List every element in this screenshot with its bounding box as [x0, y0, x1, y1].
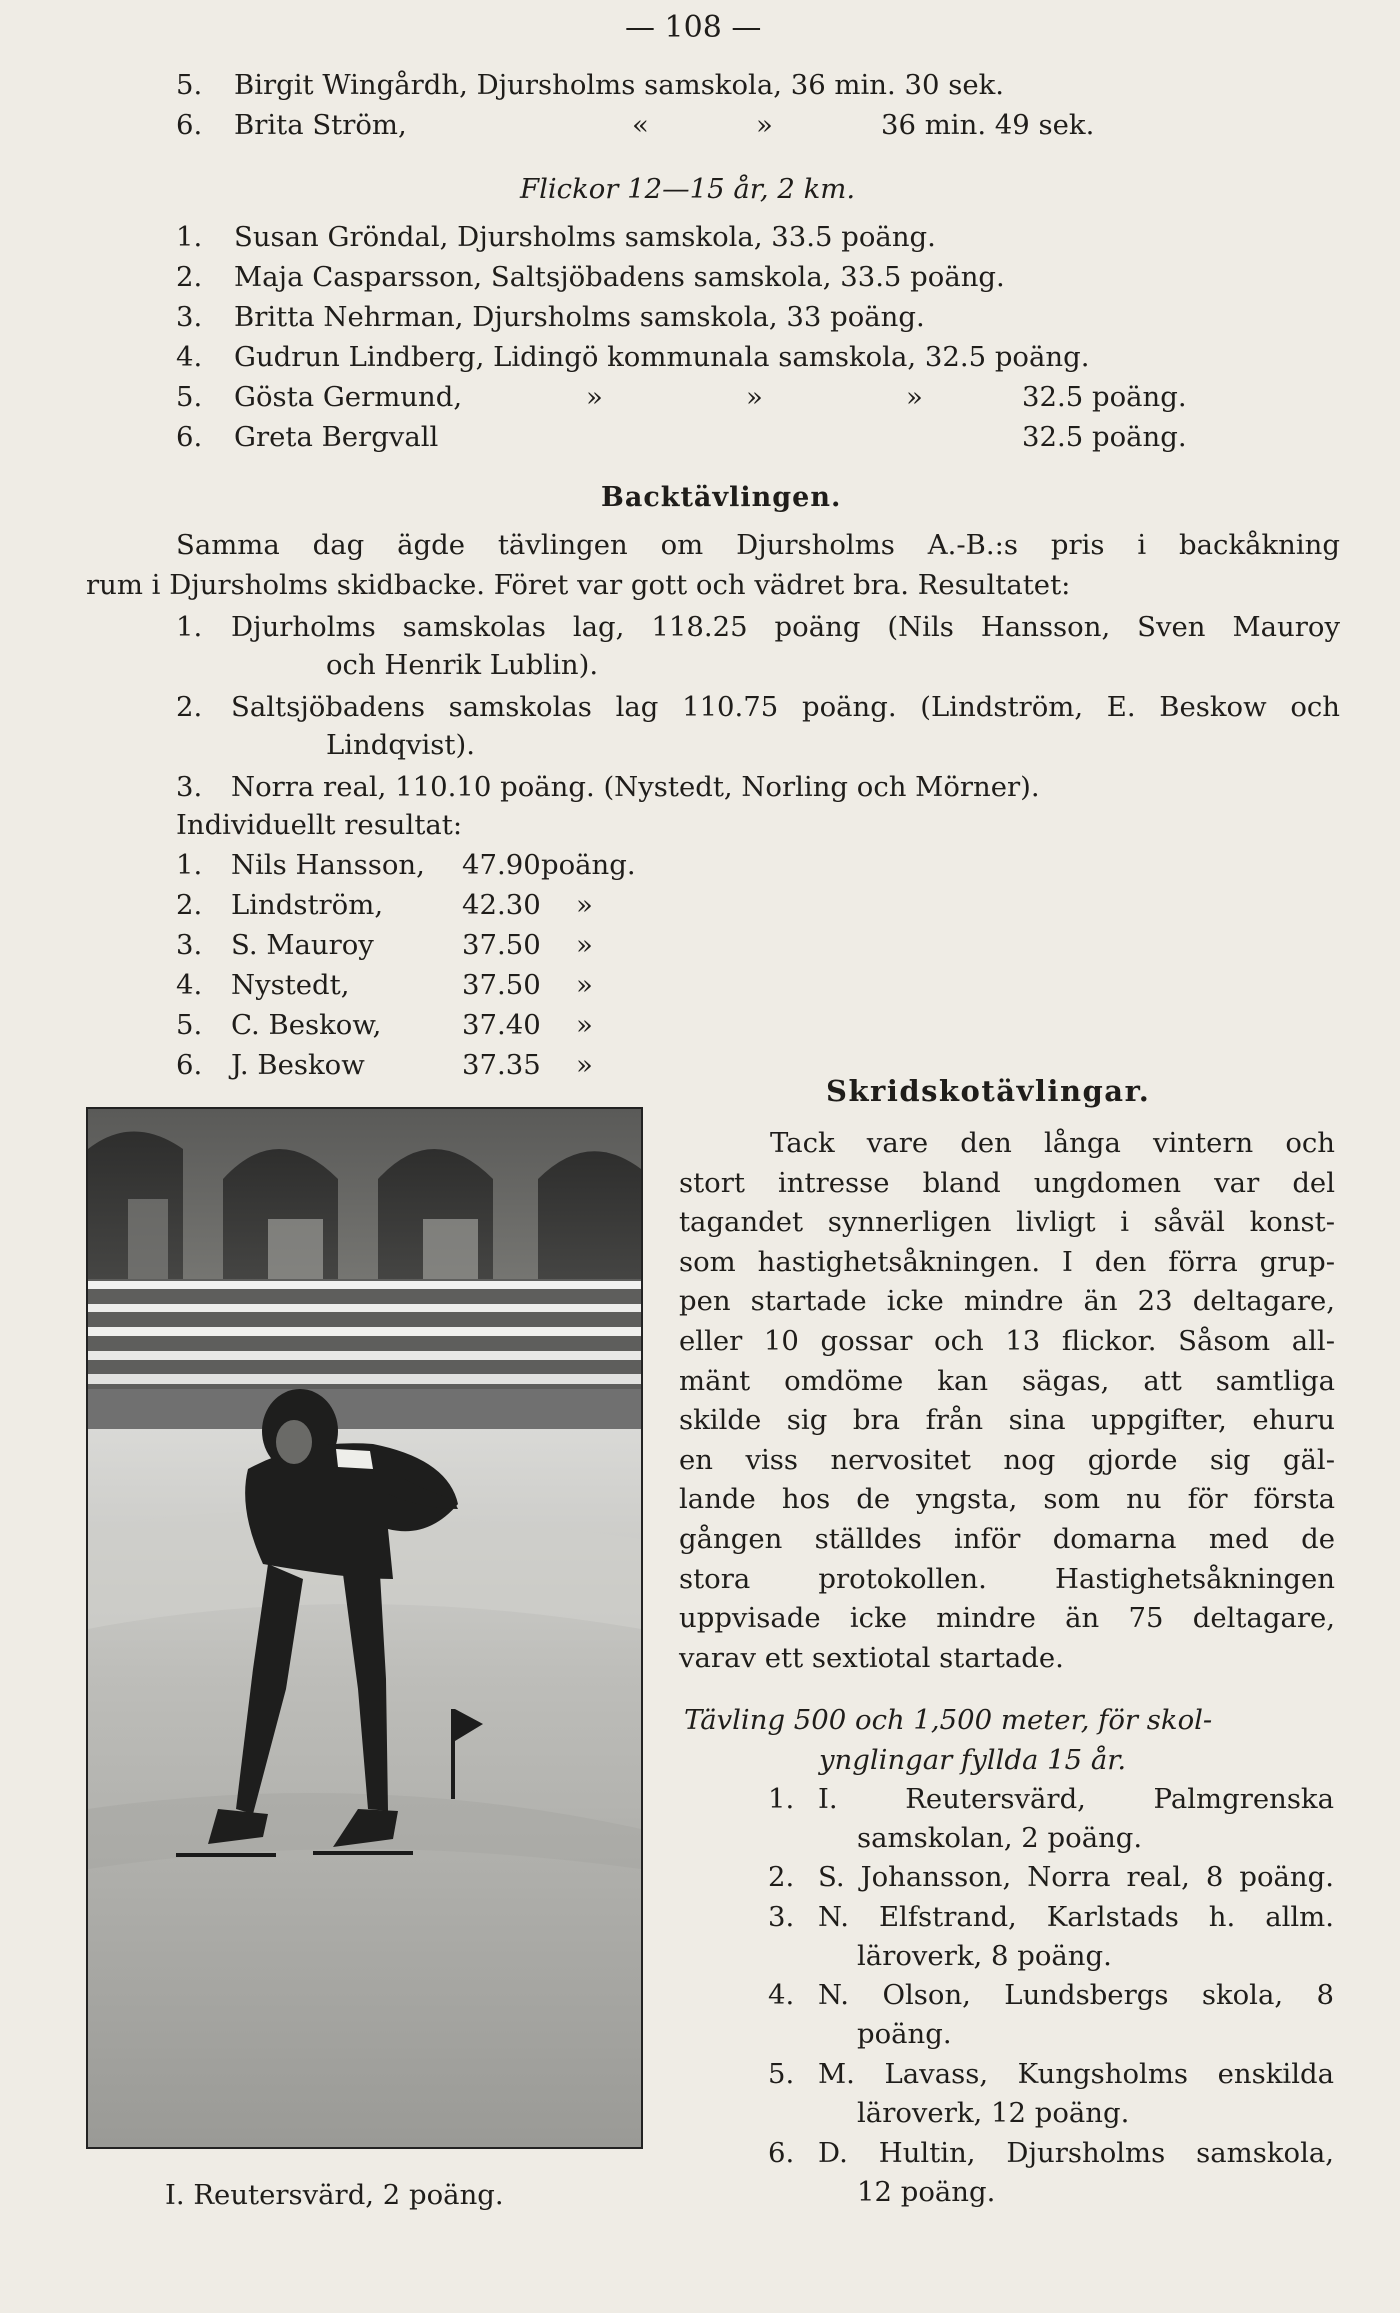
result-suffix: » — [576, 929, 593, 961]
result-name: S. Mauroy — [231, 929, 374, 961]
result-number: 1. — [768, 1783, 795, 1815]
result-suffix: » — [576, 969, 593, 1001]
result-name: Nystedt, — [231, 969, 350, 1001]
individual-heading: Individuellt resultat: — [176, 809, 463, 841]
result-number: 5. — [768, 2058, 795, 2090]
paragraph-line: tagandet synnerligen livligt i såväl konst- — [679, 1206, 1335, 1239]
paragraph-line: Tack vare den långa vintern och — [770, 1127, 1335, 1159]
result-row — [176, 418, 1187, 456]
result-text: Brita Ström, — [234, 109, 407, 141]
result-number: 1. — [176, 849, 203, 881]
team-result-row — [176, 768, 202, 806]
team-result-text: Saltsjöbadens samskolas lag 110.75 poäng. (Lindström, E. Beskow och — [231, 691, 1340, 723]
result-row — [176, 218, 936, 256]
result-row — [176, 106, 1095, 144]
result-score: 47.90 — [462, 849, 541, 881]
ditto-mark: « — [632, 109, 649, 141]
result-number: 4. — [768, 1979, 795, 2011]
ditto-mark: » — [746, 381, 763, 413]
ditto-mark: » — [906, 381, 923, 413]
result-number: 2. — [176, 691, 203, 723]
team-result-text: Norra real, 110.10 poäng. (Nystedt, Norling och Mörner). — [231, 771, 1040, 803]
paragraph-line: som hastighetsåkningen. I den förra grup- — [679, 1245, 1335, 1278]
individual-row — [176, 926, 593, 964]
result-number: 2. — [176, 261, 203, 293]
race-result-text: läroverk, 12 poäng. — [857, 2097, 1130, 2129]
result-text: Gösta Germund, — [234, 381, 463, 413]
photo-caption: I. Reutersvärd, 2 poäng. — [165, 2179, 504, 2211]
result-name: Lindström, — [231, 889, 384, 921]
paragraph-line: en viss nervositet nog gjorde sig gäl- — [679, 1443, 1335, 1476]
race-heading: Tävling 500 och 1,500 meter, för skol- — [684, 1704, 1213, 1736]
result-number: 6. — [176, 109, 203, 141]
result-text: Birgit Wingårdh, Djursholms samskola, 36 min. 30 sek. — [234, 69, 1005, 101]
result-number: 2. — [176, 889, 203, 921]
intro-line: rum i Djursholms skidbacke. Föret var gott och vädret bra. Resultatet: — [86, 569, 1071, 601]
result-number: 1. — [176, 221, 203, 253]
result-name: C. Beskow, — [231, 1009, 382, 1041]
race-result-text: N. Olson, Lundsbergs skola, 8 — [818, 1979, 1334, 2011]
individual-row — [176, 846, 636, 884]
skating-paragraph — [679, 1124, 1335, 1678]
result-text: Susan Gröndal, Djursholms samskola, 33.5 poäng. — [234, 221, 936, 253]
result-number: 4. — [176, 969, 203, 1001]
result-row — [176, 258, 1005, 296]
result-score: 32.5 poäng. — [1022, 421, 1187, 453]
result-text: Greta Bergvall — [234, 421, 439, 453]
race-result-text: D. Hultin, Djursholms samskola, — [818, 2137, 1334, 2169]
race-result-text: M. Lavass, Kungsholms enskilda — [818, 2058, 1334, 2090]
race-result-text: N. Elfstrand, Karlstads h. allm. — [818, 1901, 1334, 1933]
race-result-text: samskolan, 2 poäng. — [857, 1822, 1143, 1854]
result-name: J. Beskow — [231, 1049, 365, 1081]
team-result-text: och Henrik Lublin). — [326, 649, 599, 681]
paragraph-line: gången ställdes inför domarna med de — [679, 1522, 1335, 1555]
result-row — [176, 338, 1090, 376]
result-number: 3. — [176, 929, 203, 961]
ditto-mark: » — [756, 109, 773, 141]
race-heading: ynglingar fyllda 15 år. — [819, 1744, 1127, 1776]
race-result-text: läroverk, 8 poäng. — [857, 1940, 1112, 1972]
individual-row — [176, 1006, 593, 1044]
intro-line: Samma dag ägde tävlingen om Djursholms A.-B.:s pris i backåkning — [176, 529, 1340, 561]
result-text: Maja Casparsson, Saltsjöbadens samskola, 33.5 poäng. — [234, 261, 1005, 293]
result-name: Nils Hansson, — [231, 849, 425, 881]
result-number: 4. — [176, 341, 203, 373]
result-suffix: » — [576, 1049, 593, 1081]
race-result-text: poäng. — [857, 2018, 952, 2050]
section-heading-skating: Skridskotävlingar. — [826, 1074, 1151, 1108]
paragraph-line: skilde sig bra från sina uppgifter, ehuru — [679, 1404, 1335, 1437]
paragraph-line: mänt omdöme kan sägas, att samtliga — [679, 1364, 1335, 1397]
result-score: 37.35 — [462, 1049, 541, 1081]
result-number: 3. — [176, 301, 203, 333]
section-heading-back: Backtävlingen. — [601, 482, 842, 513]
paragraph-line: varav ett sextiotal startade. — [679, 1641, 1064, 1674]
individual-row — [176, 1046, 593, 1084]
result-number: 5. — [176, 1009, 203, 1041]
result-score: 37.50 — [462, 969, 541, 1001]
result-row — [176, 378, 1187, 416]
result-row — [176, 298, 925, 336]
team-result-row — [176, 608, 202, 646]
race-result-text: 12 poäng. — [857, 2176, 996, 2208]
result-suffix: » — [576, 1009, 593, 1041]
result-number: 6. — [176, 421, 203, 453]
result-text: Gudrun Lindberg, Lidingö kommunala samskola, 32.5 poäng. — [234, 341, 1090, 373]
result-number: 3. — [768, 1901, 795, 1933]
result-score: 32.5 poäng. — [1022, 381, 1187, 413]
individual-row — [176, 886, 593, 924]
result-score: 37.40 — [462, 1009, 541, 1041]
individual-row — [176, 966, 593, 1004]
result-time: 36 min. 49 sek. — [881, 109, 1095, 141]
result-number: 6. — [176, 1049, 203, 1081]
ditto-mark: » — [586, 381, 603, 413]
team-result-text: Lindqvist). — [326, 729, 475, 761]
paragraph-line: stora protokollen. Hastighetsåkningen — [679, 1562, 1335, 1595]
paragraph-line: uppvisade icke mindre än 75 deltagare, — [679, 1602, 1335, 1635]
team-result-text: Djurholms samskolas lag, 118.25 poäng (Nils Hansson, Sven Mauroy — [231, 611, 1340, 643]
paragraph-line: lande hos de yngsta, som nu för första — [679, 1483, 1335, 1516]
result-number: 1. — [176, 611, 203, 643]
result-number: 5. — [176, 69, 203, 101]
paragraph-line: eller 10 gossar och 13 flickor. Såsom all- — [679, 1324, 1335, 1357]
skater-photo — [86, 1107, 643, 2149]
result-number: 3. — [176, 771, 203, 803]
result-suffix: poäng. — [541, 849, 636, 881]
result-suffix: » — [576, 889, 593, 921]
result-number: 6. — [768, 2137, 795, 2169]
race-result-text: I. Reutersvärd, Palmgrenska — [818, 1783, 1334, 1815]
result-row — [176, 66, 1005, 104]
result-score: 37.50 — [462, 929, 541, 961]
result-number: 5. — [176, 381, 203, 413]
paragraph-line: pen startade icke mindre än 23 deltagare, — [679, 1285, 1335, 1318]
result-number: 2. — [768, 1861, 795, 1893]
result-score: 42.30 — [462, 889, 541, 921]
page-number: — 108 — — [625, 10, 762, 45]
team-result-row — [176, 688, 202, 726]
race-result-text: S. Johansson, Norra real, 8 poäng. — [818, 1861, 1334, 1893]
paragraph-line: stort intresse bland ungdomen var del — [679, 1166, 1335, 1199]
result-text: Britta Nehrman, Djursholms samskola, 33 poäng. — [234, 301, 925, 333]
section-heading-girls: Flickor 12—15 år, 2 km. — [520, 173, 856, 205]
